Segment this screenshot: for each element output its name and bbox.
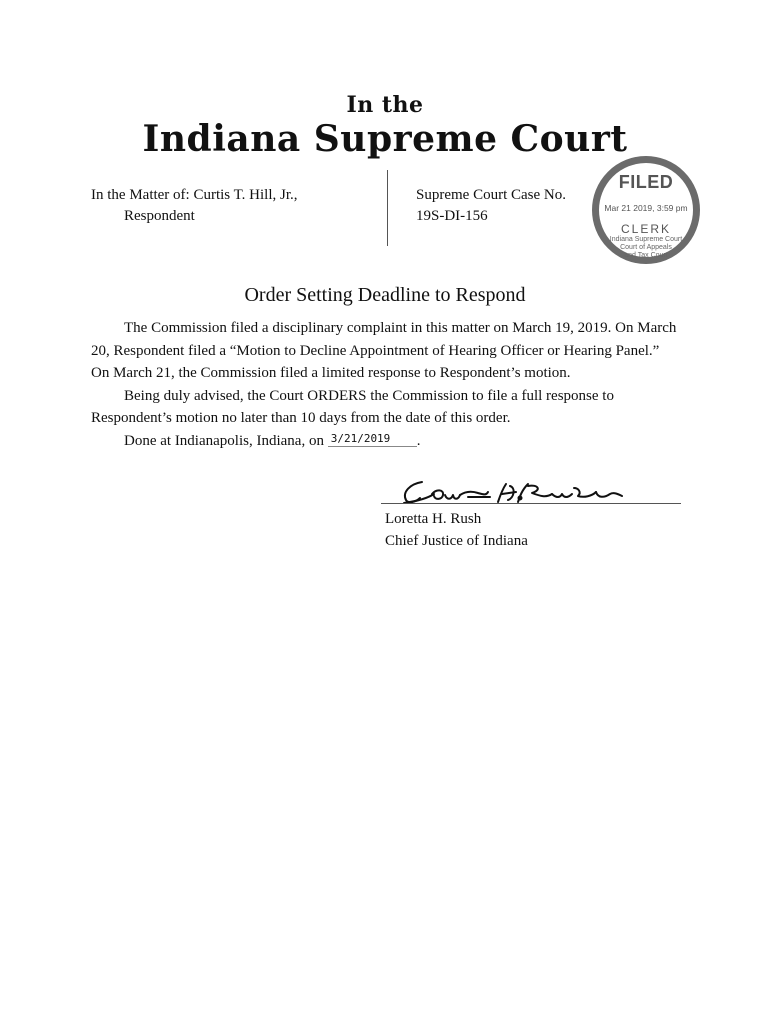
matter-line: In the Matter of: Curtis T. Hill, Jr., bbox=[91, 187, 298, 203]
stamp-court-line2: Court of Appeals bbox=[620, 244, 672, 251]
case-caption-number bbox=[416, 185, 566, 227]
order-body bbox=[91, 317, 681, 452]
order-paragraph: Being duly advised, the Court ORDERS the Commission to file a full response to Respondent’s motion no later than 10 days from the date of this order. bbox=[91, 387, 614, 426]
done-at-suffix: . bbox=[416, 432, 421, 449]
stamp-status: FILED bbox=[618, 172, 674, 192]
order-paragraph: The Commission filed a disciplinary complaint in this matter on March 19, 2019. On March 20, Respondent filed a “Motion to Decline Appointment of Hearing Officer or Hearing Panel.” On March 21, the Commission filed a limited response to Respondent’s motion. bbox=[91, 320, 677, 381]
stamp-datetime: Mar 21 2019, 3:59 pm bbox=[604, 203, 688, 213]
order-title: Order Setting Deadline to Respond bbox=[244, 284, 526, 306]
signer-block bbox=[385, 508, 528, 552]
stamp-court-line3: and Tax Court bbox=[624, 252, 668, 259]
done-at-prefix: Done at Indianapolis, Indiana, on bbox=[124, 432, 324, 449]
signature-line bbox=[381, 503, 681, 504]
stamp-office: CLERK bbox=[620, 222, 671, 236]
done-date-field: 3/21/2019 bbox=[328, 432, 417, 447]
court-heading-line1: In the bbox=[346, 92, 424, 118]
case-number-label: Supreme Court Case No. bbox=[416, 187, 566, 203]
done-at-line bbox=[91, 430, 681, 453]
case-number: 19S-DI-156 bbox=[416, 208, 488, 224]
stamp-court-line1: Indiana Supreme Court bbox=[609, 236, 683, 243]
signer-title: Chief Justice of Indiana bbox=[385, 533, 528, 549]
party-role: Respondent bbox=[124, 208, 195, 224]
caption-divider bbox=[387, 170, 388, 246]
signer-name: Loretta H. Rush bbox=[385, 511, 482, 527]
filed-stamp bbox=[592, 156, 700, 264]
case-caption-parties bbox=[91, 185, 298, 227]
court-heading-name: Indiana Supreme Court bbox=[142, 118, 628, 160]
